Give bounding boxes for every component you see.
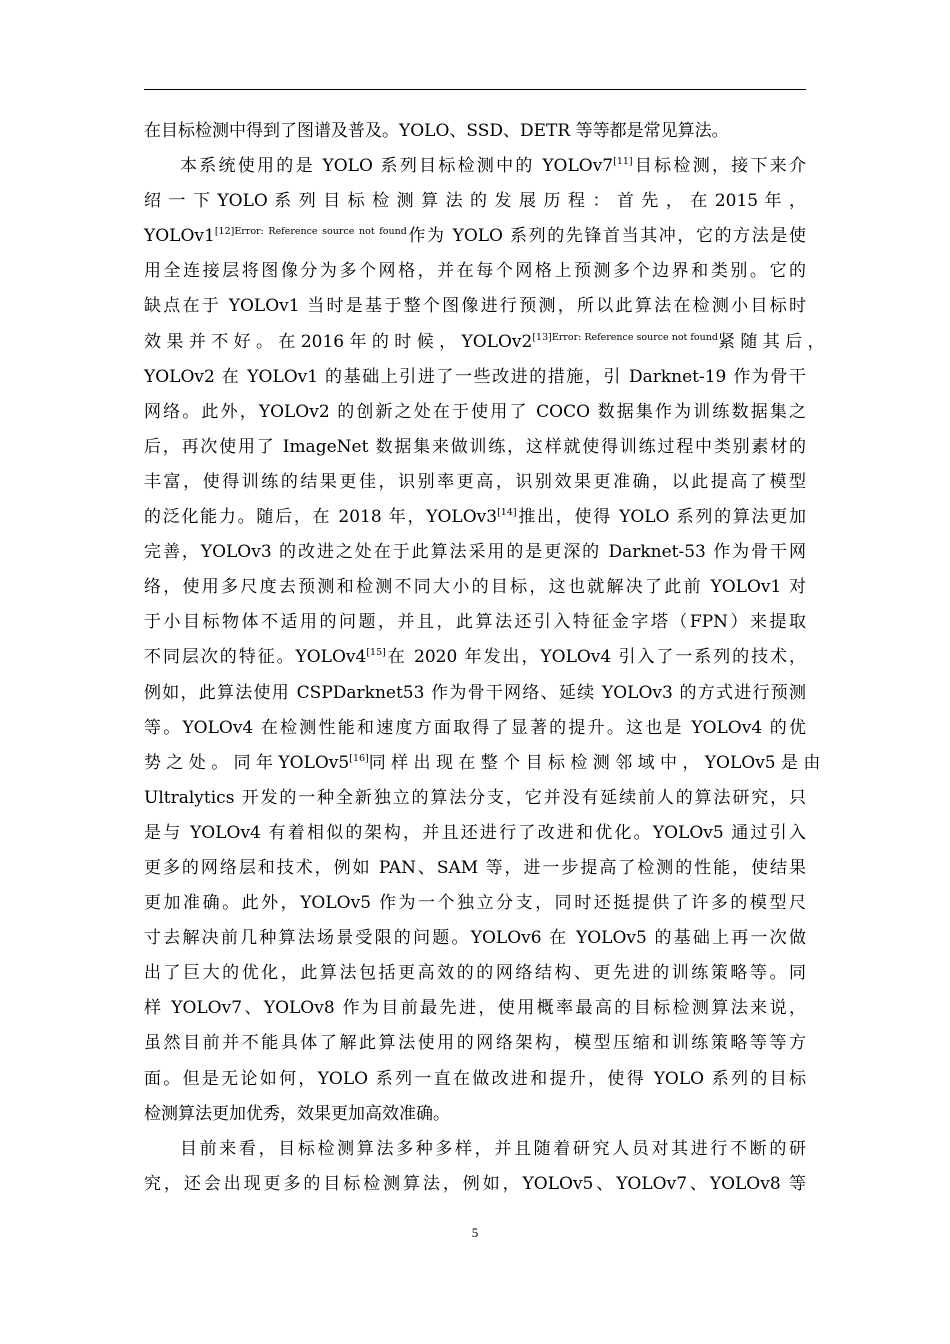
text-line-15: 于小目标物体不适用的问题，并且，此算法还引入特征金字塔（FPN）来提取: [144, 612, 806, 633]
text-line-2: 本系统使用的是 YOLO 系列目标检测中的 YOLOv7[11]目标检测，接下来介: [180, 156, 806, 177]
citation: [12]Error: Reference source not found: [214, 226, 407, 238]
citation: [14]: [497, 507, 517, 519]
text-line-4: $YOLOv1^{[12]Error: Reference source not found}$作为 YOLO 系列的先锋首当其冲，它的方法是使: [144, 226, 806, 247]
text-line-9: 网络。此外，YOLOv2 的创新之处在于使用了 COCO 数据集作为训练数据集之: [144, 401, 806, 422]
text-line-12: 的泛化能力。随后，在 2018 年，YOLOv3[14]推出，使得 YOLO 系列的算法更加: [144, 507, 806, 528]
body-text: [144, 114, 825, 1202]
text-line-27: 虽然目前并不能具体了解此算法使用的网络架构，模型压缩和训练策略等等方: [144, 1033, 806, 1054]
text-line-11: 丰富，使得训练的结果更佳，识别率更高，识别效果更准确，以此提高了模型: [144, 471, 806, 492]
text-line-16: 不同层次的特征。YOLOv4[15]在 2020 年发出，YOLOv4 引入了一系列的技术，: [144, 647, 806, 668]
text-line-13: 完善，YOLOv3 的改进之处在于此算法采用的是更深的 Darknet-53 作为骨干网: [144, 542, 806, 563]
text-line-31: 究，还会出现更多的目标检测算法，例如，YOLOv5、YOLOv7、YOLOv8 等: [144, 1173, 806, 1194]
text-line-10: 后，再次使用了 ImageNet 数据集来做训练，这样就使得训练过程中类别素材的: [144, 436, 806, 457]
text-line-7: 效 果 并 不 好 。 在 2016 年 的 时 候 ， $YOLOv2^{[13]Error: Reference source not found}$紧 随 其 后 ，: [144, 331, 825, 352]
text-line-19: 势 之 处 。 同 年 YOLOv5[16]同 样 出 现 在 整 个 目 标 检 测 邻 域 中 ， YOLOv5 是 由: [144, 752, 821, 773]
page-number: 5: [471, 1225, 479, 1240]
text-line-14: 络，使用多尺度去预测和检测不同大小的目标，这也就解决了此前 YOLOv1 对: [144, 577, 806, 598]
text-line-3: 绍 一 下 YOLO 系 列 目 标 检 测 算 法 的 发 展 历 程 ： 首 先 ， 在 2015 年 ，: [144, 191, 806, 212]
citation: [15]: [366, 647, 386, 659]
citation: [11]: [613, 156, 633, 168]
text-line-6: 缺点在于 YOLOv1 当时是基于整个图像进行预测，所以此算法在检测小目标时: [144, 296, 806, 317]
text-line-26: 样 YOLOv7、YOLOv8 作为目前最先进，使用概率最高的目标检测算法来说，: [144, 998, 806, 1019]
text-line-25: 出了巨大的优化，此算法包括更高效的的网络结构、更先进的训练策略等。同: [144, 963, 806, 984]
citation: [16]: [349, 752, 369, 764]
text-line-18: 等。YOLOv4 在检测性能和速度方面取得了显著的提升。这也是 YOLOv4 的优: [144, 717, 806, 738]
citation: [13]Error: Reference source not found: [532, 331, 718, 343]
text-line-28: 面。但是无论如何，YOLO 系列一直在做改进和提升，使得 YOLO 系列的目标: [144, 1068, 806, 1089]
text-line-8: YOLOv2 在 YOLOv1 的基础上引进了一些改进的措施，引 Darknet-19 作为骨干: [144, 366, 806, 387]
text-line-30: 目前来看，目标检测算法多种多样，并且随着研究人员对其进行不断的研: [180, 1138, 806, 1159]
text-line-22: 更多的网络层和技术，例如 PAN、SAM 等，进一步提高了检测的性能，使结果: [144, 857, 806, 878]
text-line-17: 例如，此算法使用 CSPDarknet53 作为骨干网络、延续 YOLOv3 的方式进行预测: [144, 682, 806, 703]
text-line-20: Ultralytics 开发的一种全新独立的算法分支，它并没有延续前人的算法研究，只: [144, 787, 806, 808]
text-line-1: 在目标检测中得到了图谱及普及。YOLO、SSD、DETR 等等都是常见算法。: [144, 121, 729, 141]
text-line-23: 更加准确。此外，YOLOv5 作为一个独立分支，同时还挺提供了许多的模型尺: [144, 893, 806, 914]
text-line-5: 用全连接层将图像分为多个网格，并在每个网格上预测多个边界和类别。它的: [144, 261, 806, 282]
header-rule: [144, 89, 806, 90]
text-line-24: 寸去解决前几种算法场景受限的问题。YOLOv6 在 YOLOv5 的基础上再一次做: [144, 928, 806, 949]
text-line-29: 检测算法更加优秀，效果更加高效准确。: [144, 1103, 450, 1124]
text-line-21: 是与 YOLOv4 有着相似的架构，并且还进行了改进和优化。YOLOv5 通过引入: [144, 822, 806, 843]
